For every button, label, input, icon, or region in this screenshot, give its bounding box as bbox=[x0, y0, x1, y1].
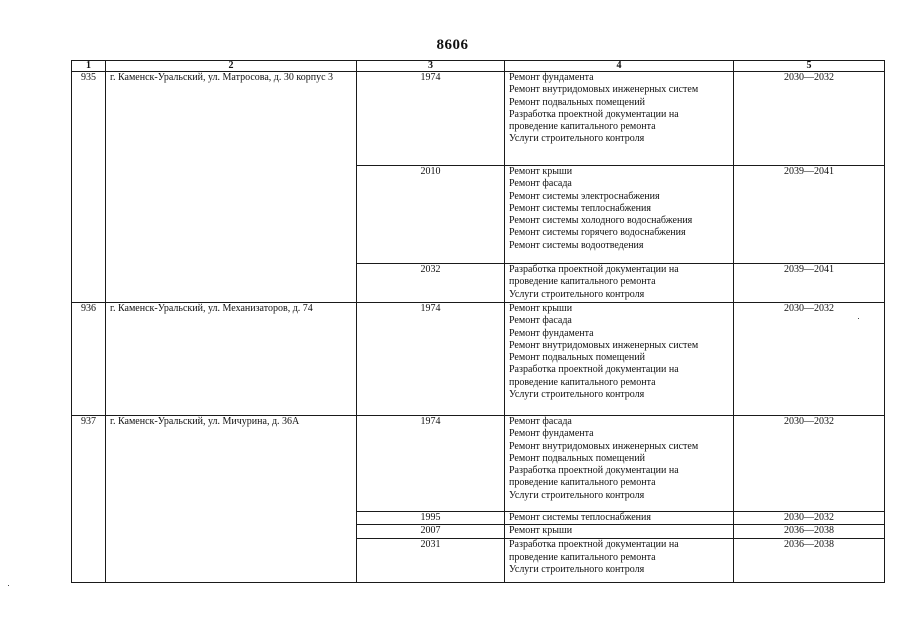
stage-works bbox=[505, 166, 734, 264]
header-row bbox=[72, 61, 885, 72]
work-item: Ремонт внутридомовых инженерных систем bbox=[509, 339, 699, 351]
work-item: Ремонт внутридомовых инженерных систем bbox=[509, 440, 699, 452]
row-number: 937 bbox=[72, 416, 106, 583]
work-item: Ремонт системы горячего водоснабжения bbox=[509, 227, 686, 239]
work-item: Ремонт подвальных помещений bbox=[509, 352, 645, 364]
header-col-5: 5 bbox=[734, 61, 885, 72]
work-item: Разработка проектной документации на bbox=[509, 264, 679, 275]
stage-year: 1995 bbox=[357, 512, 505, 525]
work-item: Ремонт фасада bbox=[509, 178, 572, 190]
work-item: Разработка проектной документации на bbox=[509, 364, 679, 376]
stage-period: 2030—2032 bbox=[734, 416, 885, 512]
scan-speck bbox=[858, 318, 859, 319]
work-item: проведение капитального ремонта bbox=[509, 121, 656, 133]
work-item: проведение капитального ремонта bbox=[509, 376, 656, 388]
table-body bbox=[72, 72, 885, 583]
table-header bbox=[72, 61, 885, 72]
header-col-2: 2 bbox=[106, 61, 357, 72]
work-item: Ремонт крыши bbox=[509, 525, 573, 537]
work-item: Ремонт фундамента bbox=[509, 428, 594, 440]
stage-works bbox=[505, 303, 734, 416]
work-item: Ремонт системы теплоснабжения bbox=[509, 202, 651, 214]
work-item: Разработка проектной документации на bbox=[509, 539, 679, 551]
work-item: Ремонт подвальных помещений bbox=[509, 96, 645, 108]
work-item: Ремонт крыши bbox=[509, 303, 573, 314]
stage-year: 1974 bbox=[357, 416, 505, 512]
work-item: Услуги строительного контроля bbox=[509, 389, 645, 401]
stage-period: 2030—2032 bbox=[734, 512, 885, 525]
stage-period: 2030—2032 bbox=[734, 303, 885, 416]
work-item: Разработка проектной документации на bbox=[509, 465, 679, 477]
header-col-3: 3 bbox=[357, 61, 505, 72]
work-item: Ремонт внутридомовых инженерных систем bbox=[509, 84, 699, 96]
scan-speck bbox=[8, 585, 9, 586]
work-item: Услуги строительного контроля bbox=[509, 288, 645, 300]
stage-period: 2036—2038 bbox=[734, 525, 885, 539]
work-item: проведение капитального ремонта bbox=[509, 276, 656, 288]
stage-works bbox=[505, 512, 734, 525]
work-item: Ремонт фундамента bbox=[509, 327, 594, 339]
table-row bbox=[72, 416, 885, 512]
work-item: Ремонт системы электроснабжения bbox=[509, 190, 660, 202]
row-address: г. Каменск-Уральский, ул. Механизаторов, д. 74 bbox=[106, 303, 357, 416]
work-item: Ремонт фундамента bbox=[509, 72, 594, 83]
stage-works bbox=[505, 525, 734, 539]
row-address: г. Каменск-Уральский, ул. Матросова, д. 30 корпус 3 bbox=[106, 72, 357, 303]
row-number: 936 bbox=[72, 303, 106, 416]
stage-works bbox=[505, 539, 734, 583]
stage-year: 2007 bbox=[357, 525, 505, 539]
stage-year: 1974 bbox=[357, 72, 505, 166]
stage-year: 2031 bbox=[357, 539, 505, 583]
work-item: Услуги строительного контроля bbox=[509, 133, 645, 145]
stage-works bbox=[505, 72, 734, 166]
work-item: Ремонт фасада bbox=[509, 315, 572, 327]
header-col-4: 4 bbox=[505, 61, 734, 72]
page-number: 8606 bbox=[436, 37, 469, 53]
work-item: Услуги строительного контроля bbox=[509, 563, 645, 575]
work-item: Ремонт фасада bbox=[509, 416, 572, 427]
work-item: Ремонт подвальных помещений bbox=[509, 452, 645, 464]
work-item: проведение капитального ремонта bbox=[509, 551, 656, 563]
stage-period: 2039—2041 bbox=[734, 264, 885, 303]
stage-works bbox=[505, 416, 734, 512]
header-col-1: 1 bbox=[72, 61, 106, 72]
table-row bbox=[72, 72, 885, 166]
work-item: Разработка проектной документации на bbox=[509, 108, 679, 120]
stage-year: 2032 bbox=[357, 264, 505, 303]
work-item: Ремонт системы холодного водоснабжения bbox=[509, 215, 693, 227]
work-item: Ремонт системы теплоснабжения bbox=[509, 512, 651, 523]
work-item: Ремонт системы водоотведения bbox=[509, 239, 644, 251]
stage-works bbox=[505, 264, 734, 303]
stage-period: 2039—2041 bbox=[734, 166, 885, 264]
work-item: Услуги строительного контроля bbox=[509, 489, 645, 501]
work-item: Ремонт крыши bbox=[509, 166, 573, 177]
stage-period: 2036—2038 bbox=[734, 539, 885, 583]
repair-schedule-table bbox=[71, 60, 885, 583]
table-row bbox=[72, 303, 885, 416]
row-address: г. Каменск-Уральский, ул. Мичурина, д. 36А bbox=[106, 416, 357, 583]
stage-period: 2030—2032 bbox=[734, 72, 885, 166]
stage-year: 1974 bbox=[357, 303, 505, 416]
row-number: 935 bbox=[72, 72, 106, 303]
work-item: проведение капитального ремонта bbox=[509, 477, 656, 489]
stage-year: 2010 bbox=[357, 166, 505, 264]
